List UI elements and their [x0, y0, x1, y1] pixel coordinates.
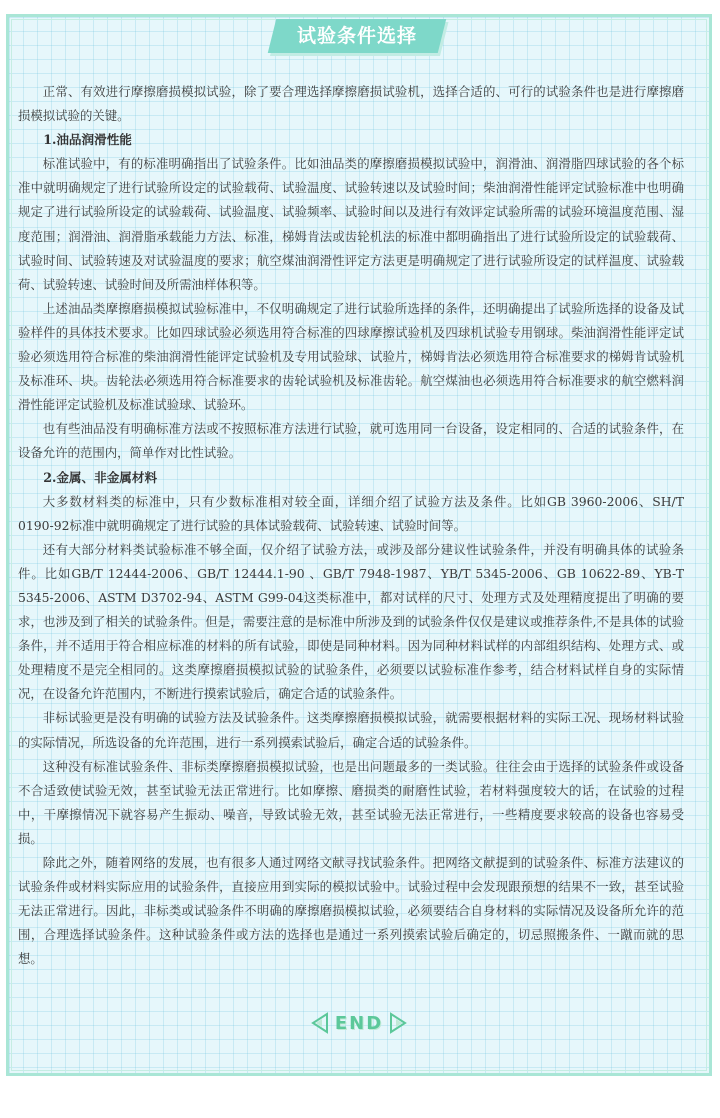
paragraph: 上述油品类摩擦磨损模拟试验标准中，不仅明确规定了进行试验所选择的条件，还明确提出了试验所选择的设备及试验样件的具体技术要求。比如四球试验必须选用符合标准的四球摩擦试验机及四球机试验专用钢球。柴油润滑性能评定试验必须选用符合标准的柴油润滑性能评定试验机及专用试验球、试验片，梯姆肯法必须选用符合标准要求的梯姆肯试验机及标准环、块。齿轮法必须选用符合标准要求的齿轮试验机及标准齿轮。航空煤油也必须选用符合标准要求的航空燃料润滑性能评定试验机及标准试验球、试验环。: [18, 300, 684, 413]
paragraph: 还有大部分材料类试验标准不够全面，仅介绍了试验方法，或涉及部分建议性试验条件，并没有明确具体的试验条件。比如GB/T 12444-2006、GB/T 12444.1-90 、GB/T 7948-1987、YB/T 5345-2006、GB 10622-89、YB-T 5345-2006、ASTM D3702-94、ASTM G99-04这类标准中，都对试样的尺寸、处理方式及处理精度提出了明确的要求，也涉及到了相关的试验条件。但是，需要注意的是标准中所涉及到的试验条件仅仅是建议或推荐条件,不是具体的试验条件，并不适用于符合相应标准的材料的所有试验，即使是同种材料。因为同种材料试样的内部组织结构、处理方式、或处理精度不是完全相同的。这类摩擦磨损模拟试验的试验条件，必须要以试验标准作参考，结合材料试样自身的实际情况，在设备允许范围内，不断进行摸索试验后，确定合适的试验条件。: [18, 541, 684, 702]
page-title: 试验条件选择: [296, 25, 417, 47]
section-heading-oil: 1.油品润滑性能: [43, 132, 132, 148]
end-label: END: [334, 1012, 384, 1034]
end-marker: [306, 1008, 412, 1038]
paragraph: 除此之外，随着网络的发展，也有很多人通过网络文献寻找试验条件。把网络文献提到的试验条件、标准方法建议的试验条件或材料实际应用的试验条件，直接应用到实际的模拟试验中。试验过程中会发现跟预想的结果不一致，甚至试验无法正常进行。因此，非标类或试验条件不明确的摩擦磨损模拟试验，必须要结合自身材料的实际情况及设备所允许的范围，合理选择试验条件。这种试验条件或方法的选择也是通过一系列摸索试验后确定的，切忌照搬条件、一蹴而就的思想。: [18, 855, 684, 967]
paragraph: 非标试验更是没有明确的试验方法及试验条件。这类摩擦磨损模拟试验，就需要根据材料的实际工况、现场材料试验的实际情况，所选设备的允许范围，进行一系列摸索试验后，确定合适的试验条件。: [18, 710, 684, 750]
paragraph: 大多数材料类的标准中，只有少数标准相对较全面，详细介绍了试验方法及条件。比如GB 3960-2006、SH/T 0190-92标准中就明确规定了进行试验的具体试验载荷、试验转速、试验时间等。: [18, 493, 684, 533]
paragraph: 也有些油品没有明确标准方法或不按照标准方法进行试验，就可选用同一台设备，设定相同的、合适的试验条件，在设备允许的范围内，简单作对比性试验。: [18, 421, 684, 461]
paragraph: 这种没有标准试验条件、非标类摩擦磨损模拟试验，也是出问题最多的一类试验。往往会由于选择的试验条件或设备不合适致使试验无效，甚至试验无法正常进行。比如摩擦、磨损类的耐磨性试验，若材料强度较大的话，在试验的过程中，干摩擦情况下就容易产生振动、噪音，导致试验无效，甚至试验无法正常进行，一些精度要求较高的设备也容易受损。: [18, 758, 684, 846]
right-triangle-icon: [389, 1012, 407, 1034]
paragraph: 标准试验中，有的标准明确指出了试验条件。比如油品类的摩擦磨损模拟试验中，润滑油、润滑脂四球试验的各个标准中就明确规定了进行试验所设定的试验载荷、试验温度、试验转速以及试验时间；柴油润滑性能评定试验标准中也明确规定了进行试验所设定的试验载荷、试验温度、试验频率、试验时间以及进行有效评定试验所需的试验环境温度范围、湿度范围；润滑油、润滑脂承载能力方法、标准，梯姆肯法或齿轮机法的标准中都明确指出了进行试验所设定的试验载荷、试验时间、试验转速及对试验温度的要求；航空煤油润滑性评定方法更是明确规定了进行试验所设定的试样温度、试验载荷、试验转速、试验时间及所需油样体积等。: [18, 156, 684, 292]
left-triangle-icon: [311, 1012, 329, 1034]
section-heading-materials: 2.金属、非金属材料: [43, 469, 158, 485]
article-body: [18, 80, 684, 971]
intro-paragraph: 正常、有效进行摩擦磨损模拟试验，除了要合理选择摩擦磨损试验机，选择合适的、可行的试验条件也是进行摩擦磨损模拟试验的关键。: [18, 84, 684, 124]
